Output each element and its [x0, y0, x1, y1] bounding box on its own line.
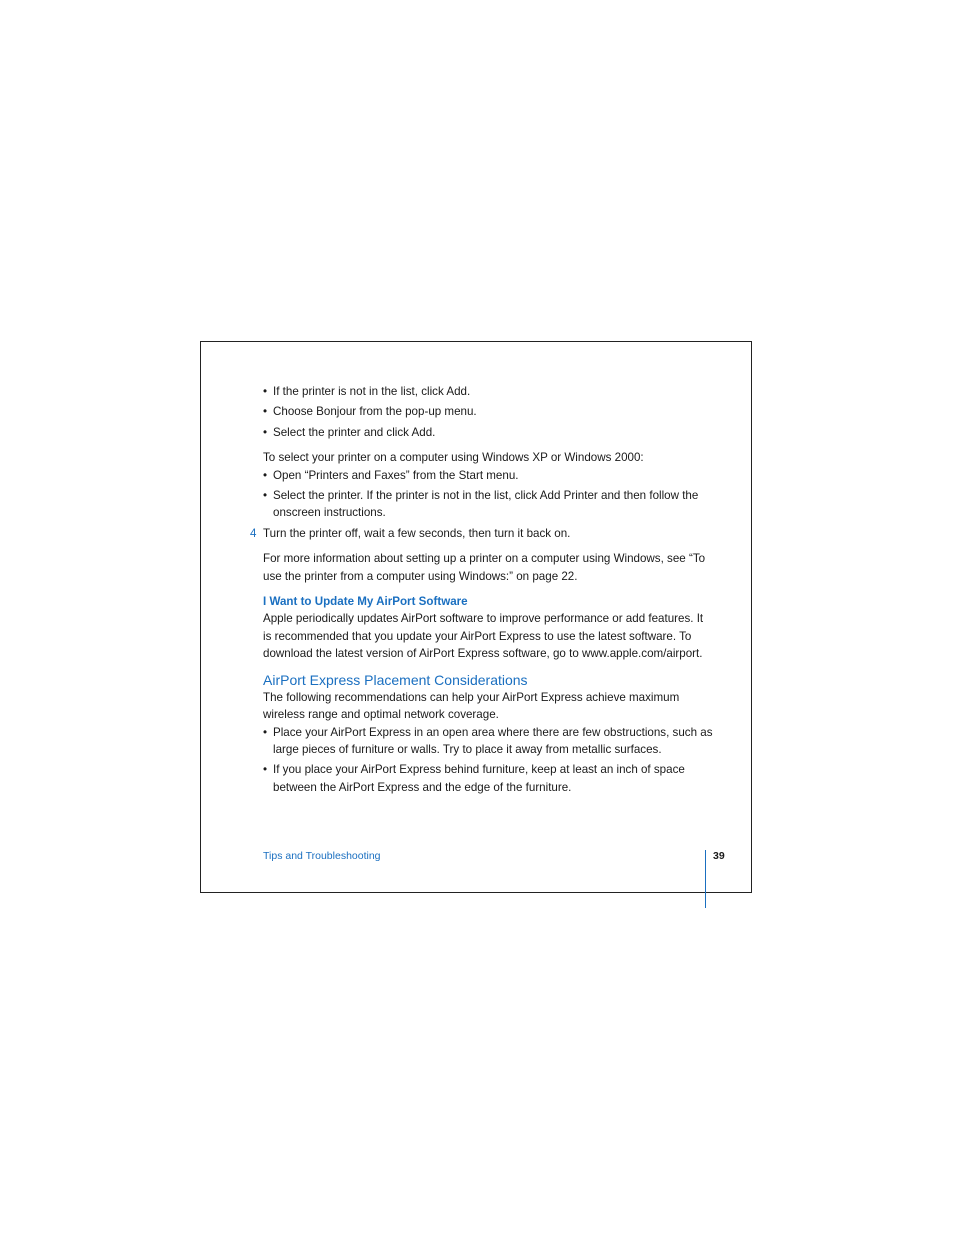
footer-chapter-title: Tips and Troubleshooting [263, 850, 381, 862]
bullet-marker: • [263, 763, 268, 777]
list-item-text: If you place your AirPort Express behind furniture, keep at least an inch of space between the AirPort Express and the edge of the furniture. [273, 763, 685, 794]
page-number: 39 [713, 850, 725, 862]
list-item-text: If the printer is not in the list, click Add. [273, 385, 471, 398]
list-item [263, 761, 713, 796]
footer-divider [705, 850, 706, 908]
bullet-marker: • [263, 385, 268, 398]
page-content [250, 383, 713, 796]
more-info-paragraph: For more information about setting up a printer on a computer using Windows, see “To use the printer from a computer using Windows:” on page 22. [263, 552, 706, 583]
list-item-text: Place your AirPort Express in an open area where there are few obstructions, such as large pieces of furniture or walls. Try to place it away from metallic surfaces. [273, 725, 713, 756]
list-item [263, 487, 713, 522]
list-item-text: Select the printer. If the printer is not in the list, click Add Printer and then follow the onscreen instructions. [273, 489, 699, 520]
list-item-text: Choose Bonjour from the pop-up menu. [273, 405, 477, 419]
list-item [263, 403, 713, 420]
bullet-marker: • [263, 468, 268, 482]
bullet-marker: • [263, 725, 268, 739]
bullet-marker: • [263, 405, 268, 419]
placement-heading: AirPort Express Placement Considerations [263, 671, 528, 688]
bullet-marker: • [263, 425, 268, 439]
step-4 [250, 525, 713, 542]
update-body: Apple periodically updates AirPort software to improve performance or add features. It is recommended that you update your AirPort Express to use the latest software. To download the latest version of AirPort Express software, go to www.apple.com/airport. [263, 612, 704, 661]
list-item-text: Open “Printers and Faxes” from the Start menu. [273, 468, 519, 482]
list-item [263, 467, 713, 484]
list-item [263, 724, 713, 759]
placement-intro: The following recommendations can help your AirPort Express achieve maximum wireless range and optimal network coverage. [263, 690, 680, 722]
windows-intro: To select your printer on a computer using Windows XP or Windows 2000: [263, 451, 644, 465]
list-item-text: Select the printer and click Add. [273, 425, 436, 439]
bullet-marker: • [263, 489, 268, 503]
step-number: 4 [250, 526, 257, 540]
step-text: Turn the printer off, wait a few seconds, then turn it back on. [263, 526, 571, 540]
update-heading: I Want to Update My AirPort Software [263, 595, 468, 609]
list-item [263, 383, 713, 400]
list-item [263, 424, 713, 441]
